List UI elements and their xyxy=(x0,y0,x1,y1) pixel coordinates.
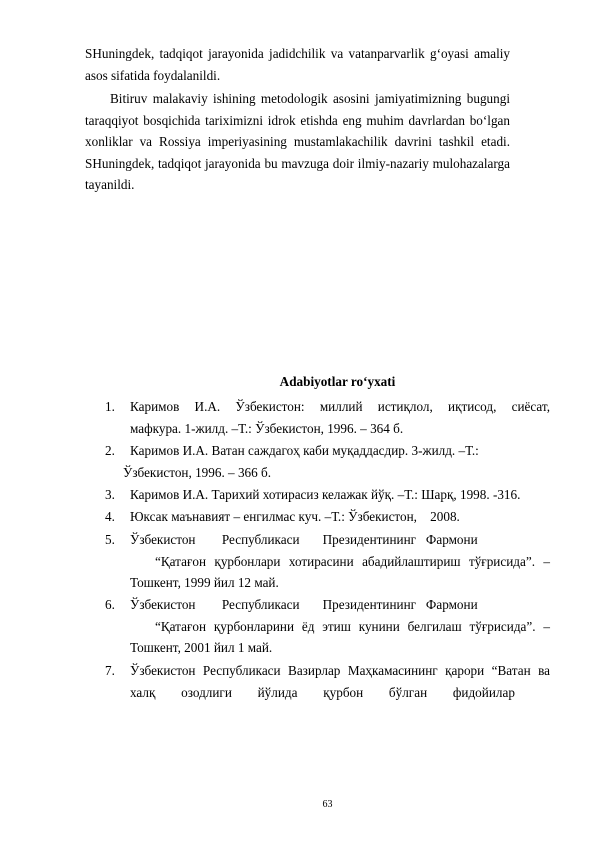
reference-line: Тошкент, 2001 йил 1 май. xyxy=(130,640,273,655)
methodology-paragraph xyxy=(85,88,510,196)
reference-word: халқ xyxy=(130,684,156,700)
reference-item xyxy=(105,594,550,659)
reference-number: 1. xyxy=(105,399,115,414)
reference-word: йўлида xyxy=(257,684,298,700)
reference-word: бўлган xyxy=(388,684,428,700)
intro-text xyxy=(85,43,510,86)
reference-number: 4. xyxy=(105,509,115,524)
reference-item xyxy=(105,396,550,439)
reference-number: 3. xyxy=(105,487,115,502)
reference-item xyxy=(105,660,550,703)
reference-number: 5. xyxy=(105,532,115,547)
reference-line: Ўзбекистон, 1996. – 366 б. xyxy=(123,464,272,480)
reference-item xyxy=(105,529,550,594)
reference-line: “Қатағон қурбонларини ёд этиш кунини белгилаш тўғрисида”. – xyxy=(155,618,550,634)
intro-line-2: asos sifatida foydalanildi. xyxy=(85,67,221,83)
reference-line: Ўзбекистон Республикаси Вазирлар Маҳкамасининг қарори “Ватан ва xyxy=(130,663,550,678)
reference-line: “Қатағон қурбонлари хотирасини абадийлаштириш тўғрисида”. – xyxy=(155,553,550,569)
reference-line: Каримов И.А. Ватан саждагоҳ каби муқаддасдир. 3-жилд. –Т.: xyxy=(130,443,479,458)
reference-line: Юксак маънавият – енгилмас куч. –Т.: Ўзбекистон, 2008. xyxy=(130,509,460,524)
references-title: Adabiyotlar ro‘yxati xyxy=(279,374,396,389)
paragraph-line-4: SHuningdek, tadqiqot jarayonida bu mavzuga doir ilmiy-nazariy mulohazalarga xyxy=(85,155,510,171)
reference-line: Каримов И.А. Ўзбекистон: миллий истиқлол, иқтисод, сиёсат, xyxy=(130,399,550,414)
paragraph-line-5: tayanildi. xyxy=(85,177,135,192)
paragraph-line-1: Bitiruv malakaviy ishining metodologik asosini jamiyatimizning bugungi xyxy=(110,91,510,106)
reference-number: 2. xyxy=(105,443,115,458)
intro-line-1: SHuningdek, tadqiqot jarayonida jadidchilik va vatanparvarlik g‘oyasi amaliy xyxy=(85,46,510,61)
page-number: 63 xyxy=(322,799,333,810)
reference-line: мафкура. 1-жилд. –Т.: Ўзбекистон, 1996. – 364 б. xyxy=(130,420,404,436)
paragraph-line-3: xonliklar va Rossiya imperiyasining mustamlakachilik davrini tashkil etadi. xyxy=(85,134,510,149)
reference-line: Ўзбекистон Республикаси Президентининг Фармони xyxy=(130,532,478,547)
reference-line: Тошкент, 1999 йил 12 май. xyxy=(130,575,279,590)
reference-item xyxy=(105,440,550,483)
reference-word: қурбон xyxy=(323,684,364,700)
paragraph-line-2: taraqqiyot bosqichida tariximizni idrok etishda eng muhim davrlardan bo‘lgan xyxy=(85,112,510,128)
reference-word: фидойилар xyxy=(452,684,515,700)
reference-item xyxy=(105,484,550,506)
reference-line: Каримов И.А. Тарихий хотирасиз келажак йўқ. –Т.: Шарқ, 1998. -316. xyxy=(130,487,521,502)
reference-word: озодлиги xyxy=(181,684,232,700)
reference-line xyxy=(130,682,515,704)
reference-item xyxy=(105,506,550,528)
reference-line: Ўзбекистон Республикаси Президентининг Фармони xyxy=(130,597,478,612)
reference-number: 6. xyxy=(105,597,115,612)
reference-number: 7. xyxy=(105,663,115,678)
